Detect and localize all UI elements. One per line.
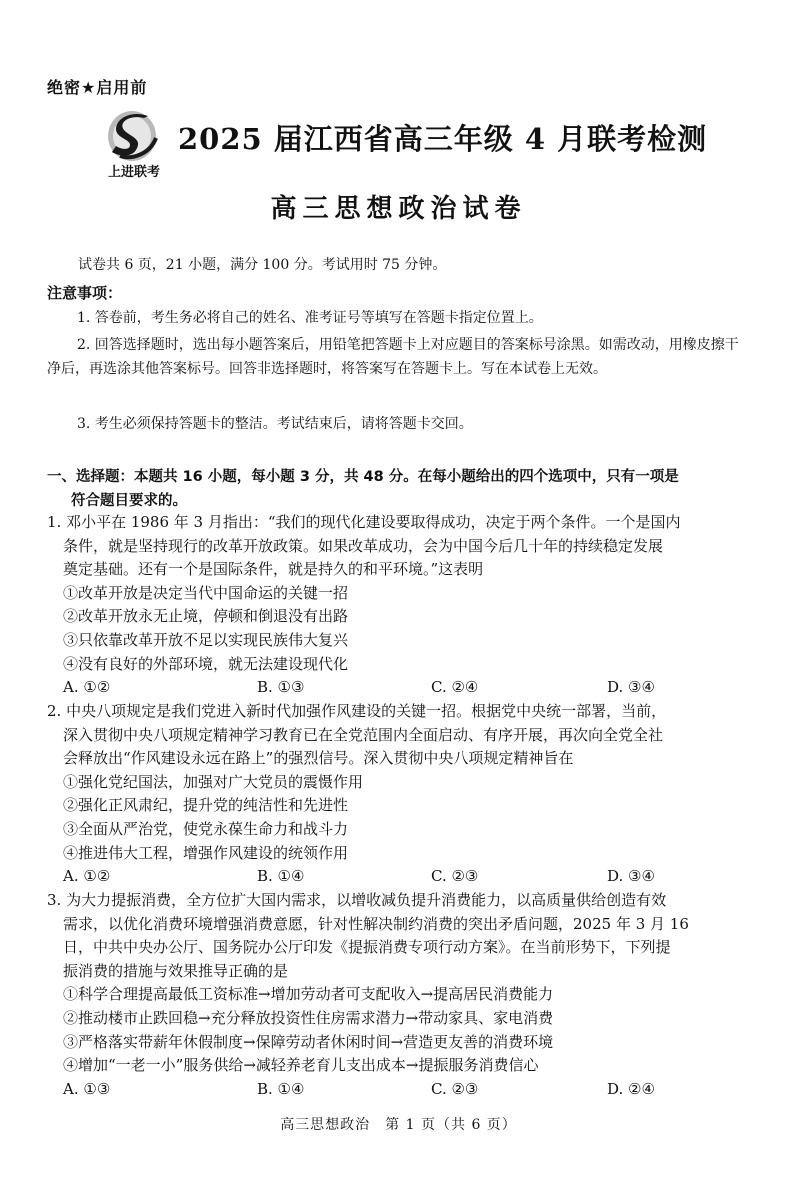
question-stem-line: 会释放出“作风建设永远在路上”的强烈信号。深入贯彻中央八项规定精神旨在 (63, 749, 574, 768)
question-1 (47, 511, 759, 700)
question-2 (47, 700, 759, 889)
question-stem-line: 日，中共中央办公厅、国务院办公厅印发《提振消费专项行动方案》。在当前形势下，下列提 (63, 938, 671, 957)
statement-option: ①科学合理提高最低工资标准→增加劳动者可支配收入→提高居民消费能力 (63, 985, 554, 1004)
note-item: 1. 答卷前，考生务必将自己的姓名、准考证号等填写在答题卡指定位置上。 (77, 310, 543, 326)
question-stem-line: 需求，以优化消费环境增强消费意愿，针对性解决制约消费的突出矛盾问题，2025 年 3 月 16 (63, 914, 689, 933)
exam-logo (98, 108, 170, 180)
logo-text: 上进联考 (107, 165, 160, 180)
statement-option: ④增加“一老一小”服务供给→减轻养老育儿支出成本→提振服务消费信心 (63, 1056, 539, 1075)
logo-emblem-icon (98, 108, 170, 164)
question-stem-line: 2. 中央八项规定是我们党进入新时代加强作风建设的关键一招。根据党中央统一部署，当前， (47, 702, 667, 720)
section-heading-line: 一、选择题：本题共 16 小题，每小题 3 分，共 48 分。在每小题给出的四个选项中，只有一项是 (47, 469, 679, 485)
choice-c: C. ②③ (431, 1079, 479, 1098)
question-stem-line: 3. 为大力提振消费，全方位扩大国内需求，以增收减负提升消费能力，以高质量供给创造有效 (47, 891, 667, 909)
choice-c: C. ②③ (431, 867, 479, 886)
question-stem-line: 1. 邓小平在 1986 年 3 月指出：“我们的现代化建设要取得成功，决定于两个条件。一个是国内 (47, 513, 681, 531)
statement-option: ①改革开放是决定当代中国命运的关键一招 (63, 583, 349, 602)
note-item: 2. 回答选择题时，选出每小题答案后，用铅笔把答题卡上对应题目的答案标号涂黑。如需改动，用橡皮擦干净后，再选涂其他答案标号。回答非选择题时，将答案写在答题卡上。写在本试卷上无效。 (47, 337, 739, 377)
question-stem-line: 振消费的措施与效果推导正确的是 (63, 961, 289, 980)
page-footer: 高三思想政治 第 1 页（共 6 页） (280, 1117, 517, 1133)
statement-option: ②强化正风肃纪，提升党的纯洁性和先进性 (63, 796, 349, 815)
exam-intro: 试卷共 6 页，21 小题，满分 100 分。考试用时 75 分钟。 (78, 257, 447, 273)
exam-title: 2025 届江西省高三年级 4 月联考检测 (178, 122, 708, 156)
statement-option: ③只依靠改革开放不足以实现民族伟大复兴 (63, 630, 349, 649)
statement-option: ③严格落实带薪年休假制度→保障劳动者休闲时间→营造更友善的消费环境 (63, 1032, 554, 1051)
statement-option: ④没有良好的外部环境，就无法建设现代化 (63, 654, 349, 673)
choice-d: D. ②④ (607, 1079, 655, 1098)
statement-option: ②推动楼市止跌回稳→充分释放投资性住房需求潜力→带动家具、家电消费 (63, 1008, 554, 1027)
choice-a: A. ①② (63, 678, 111, 697)
statement-option: ①强化党纪国法，加强对广大党员的震慑作用 (63, 772, 364, 791)
statement-option: ②改革开放永无止境，停顿和倒退没有出路 (63, 607, 349, 626)
statement-option: ④推进伟大工程，增强作风建设的统领作用 (63, 843, 349, 862)
section-heading (47, 465, 757, 513)
question-stem-line: 条件，就是坚持现行的改革开放政策。如果改革成功，会为中国今后几十年的持续稳定发展 (63, 536, 664, 555)
choice-b: B. ①④ (257, 1079, 305, 1098)
question-stem-line: 奠定基础。还有一个是国际条件，就是持久的和平环境。”这表明 (63, 560, 484, 579)
section-heading-line: 符合题目要求的。 (71, 493, 187, 509)
answer-choices (47, 1078, 759, 1102)
choice-a: A. ①② (63, 867, 111, 886)
choice-c: C. ②④ (431, 678, 479, 697)
answer-choices (47, 676, 759, 700)
choice-a: A. ①③ (63, 1079, 111, 1098)
choice-b: B. ①③ (257, 678, 305, 697)
confidential-label: 绝密★启用前 (47, 78, 148, 97)
choice-d: D. ③④ (607, 678, 655, 697)
exam-subtitle: 高三思想政治试卷 (270, 194, 527, 224)
choice-b: B. ①④ (257, 867, 305, 886)
statement-option: ③全面从严治党，使党永葆生命力和战斗力 (63, 819, 349, 838)
answer-choices (47, 865, 759, 889)
question-3 (47, 889, 759, 1102)
note-item: 3. 考生必须保持答题卡的整洁。考试结束后，请将答题卡交回。 (77, 416, 473, 432)
notes-heading: 注意事项： (47, 284, 123, 302)
question-stem-line: 深入贯彻中央八项规定精神学习教育已在全党范围内全面启动、有序开展，再次向全党全社 (63, 725, 664, 744)
choice-d: D. ③④ (607, 867, 655, 886)
